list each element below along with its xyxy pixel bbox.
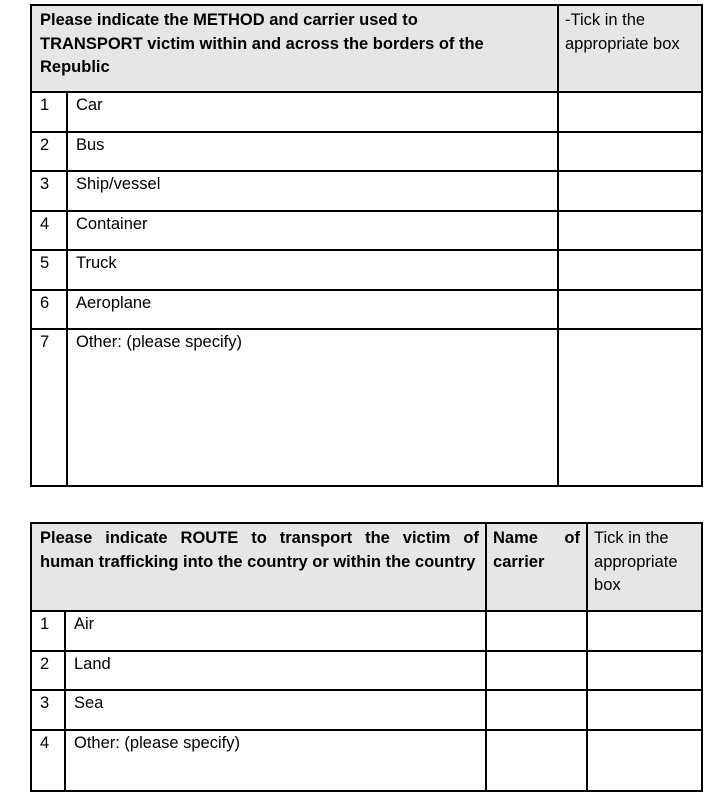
route-question-part: Please indicate bbox=[40, 529, 181, 547]
row-label: Car bbox=[67, 92, 558, 132]
transport-question-part: Please indicate the bbox=[40, 11, 194, 29]
carrier-name-field[interactable] bbox=[486, 690, 587, 730]
row-label: Land bbox=[65, 651, 486, 690]
table-row bbox=[31, 132, 702, 171]
transport-header-row bbox=[31, 5, 702, 92]
tick-box[interactable] bbox=[558, 132, 702, 171]
tick-box[interactable] bbox=[558, 290, 702, 329]
transport-question-part: victim within and across the borders of the Republic bbox=[40, 34, 484, 76]
row-number: 7 bbox=[31, 329, 67, 486]
table-row bbox=[31, 92, 702, 132]
route-question-keyword-route: ROUTE bbox=[180, 529, 239, 547]
table-row bbox=[31, 329, 702, 486]
route-header-row bbox=[31, 523, 702, 611]
row-number: 1 bbox=[31, 611, 65, 651]
tick-box[interactable] bbox=[587, 651, 702, 690]
row-label: Sea bbox=[65, 690, 486, 730]
route-tick-header: Tick in the appropriate box bbox=[594, 529, 678, 594]
table-row bbox=[31, 651, 702, 690]
row-number: 3 bbox=[31, 171, 67, 211]
tick-box[interactable] bbox=[558, 92, 702, 132]
tick-box[interactable] bbox=[587, 730, 702, 791]
row-number: 2 bbox=[31, 132, 67, 171]
transport-tick-header-cell bbox=[558, 5, 702, 92]
other-specify-field[interactable]: Other: (please specify) bbox=[65, 730, 486, 791]
route-question-part: to transport the victim of human trafficking into the country or within the country bbox=[40, 529, 479, 571]
row-number: 2 bbox=[31, 651, 65, 690]
transport-question bbox=[32, 6, 557, 80]
table-row bbox=[31, 690, 702, 730]
route-question-cell bbox=[31, 523, 486, 611]
tick-box[interactable] bbox=[558, 250, 702, 290]
table-row bbox=[31, 250, 702, 290]
route-tick-header-cell bbox=[587, 523, 702, 611]
route-question bbox=[32, 524, 485, 574]
route-table bbox=[30, 522, 703, 792]
table-row bbox=[31, 611, 702, 651]
transport-tick-header: -Tick in the appropriate box bbox=[565, 11, 680, 53]
transport-question-keyword-transport: TRANSPORT bbox=[40, 34, 143, 53]
transport-method-table bbox=[30, 4, 703, 487]
tick-box[interactable] bbox=[558, 211, 702, 250]
tick-box[interactable] bbox=[558, 329, 702, 486]
row-label: Aeroplane bbox=[67, 290, 558, 329]
row-number: 6 bbox=[31, 290, 67, 329]
transport-question-cell bbox=[31, 5, 558, 92]
row-label: Bus bbox=[67, 132, 558, 171]
row-number: 4 bbox=[31, 730, 65, 791]
table-row bbox=[31, 211, 702, 250]
row-number: 5 bbox=[31, 250, 67, 290]
transport-question-part: and carrier used to bbox=[264, 11, 418, 29]
carrier-name-field[interactable] bbox=[486, 611, 587, 651]
tick-box[interactable] bbox=[587, 690, 702, 730]
row-number: 4 bbox=[31, 211, 67, 250]
other-specify-field[interactable]: Other: (please specify) bbox=[67, 329, 558, 486]
table-row bbox=[31, 730, 702, 791]
carrier-header: Name of carrier bbox=[493, 529, 581, 571]
table-row bbox=[31, 290, 702, 329]
row-label: Truck bbox=[67, 250, 558, 290]
row-label: Ship/vessel bbox=[67, 171, 558, 211]
row-number: 1 bbox=[31, 92, 67, 132]
tick-box[interactable] bbox=[558, 171, 702, 211]
row-number: 3 bbox=[31, 690, 65, 730]
carrier-name-field[interactable] bbox=[486, 730, 587, 791]
transport-question-keyword-method: METHOD bbox=[193, 11, 265, 29]
row-label: Air bbox=[65, 611, 486, 651]
tick-box[interactable] bbox=[587, 611, 702, 651]
carrier-name-field[interactable] bbox=[486, 651, 587, 690]
carrier-header-cell bbox=[486, 523, 587, 611]
row-label: Container bbox=[67, 211, 558, 250]
table-row bbox=[31, 171, 702, 211]
